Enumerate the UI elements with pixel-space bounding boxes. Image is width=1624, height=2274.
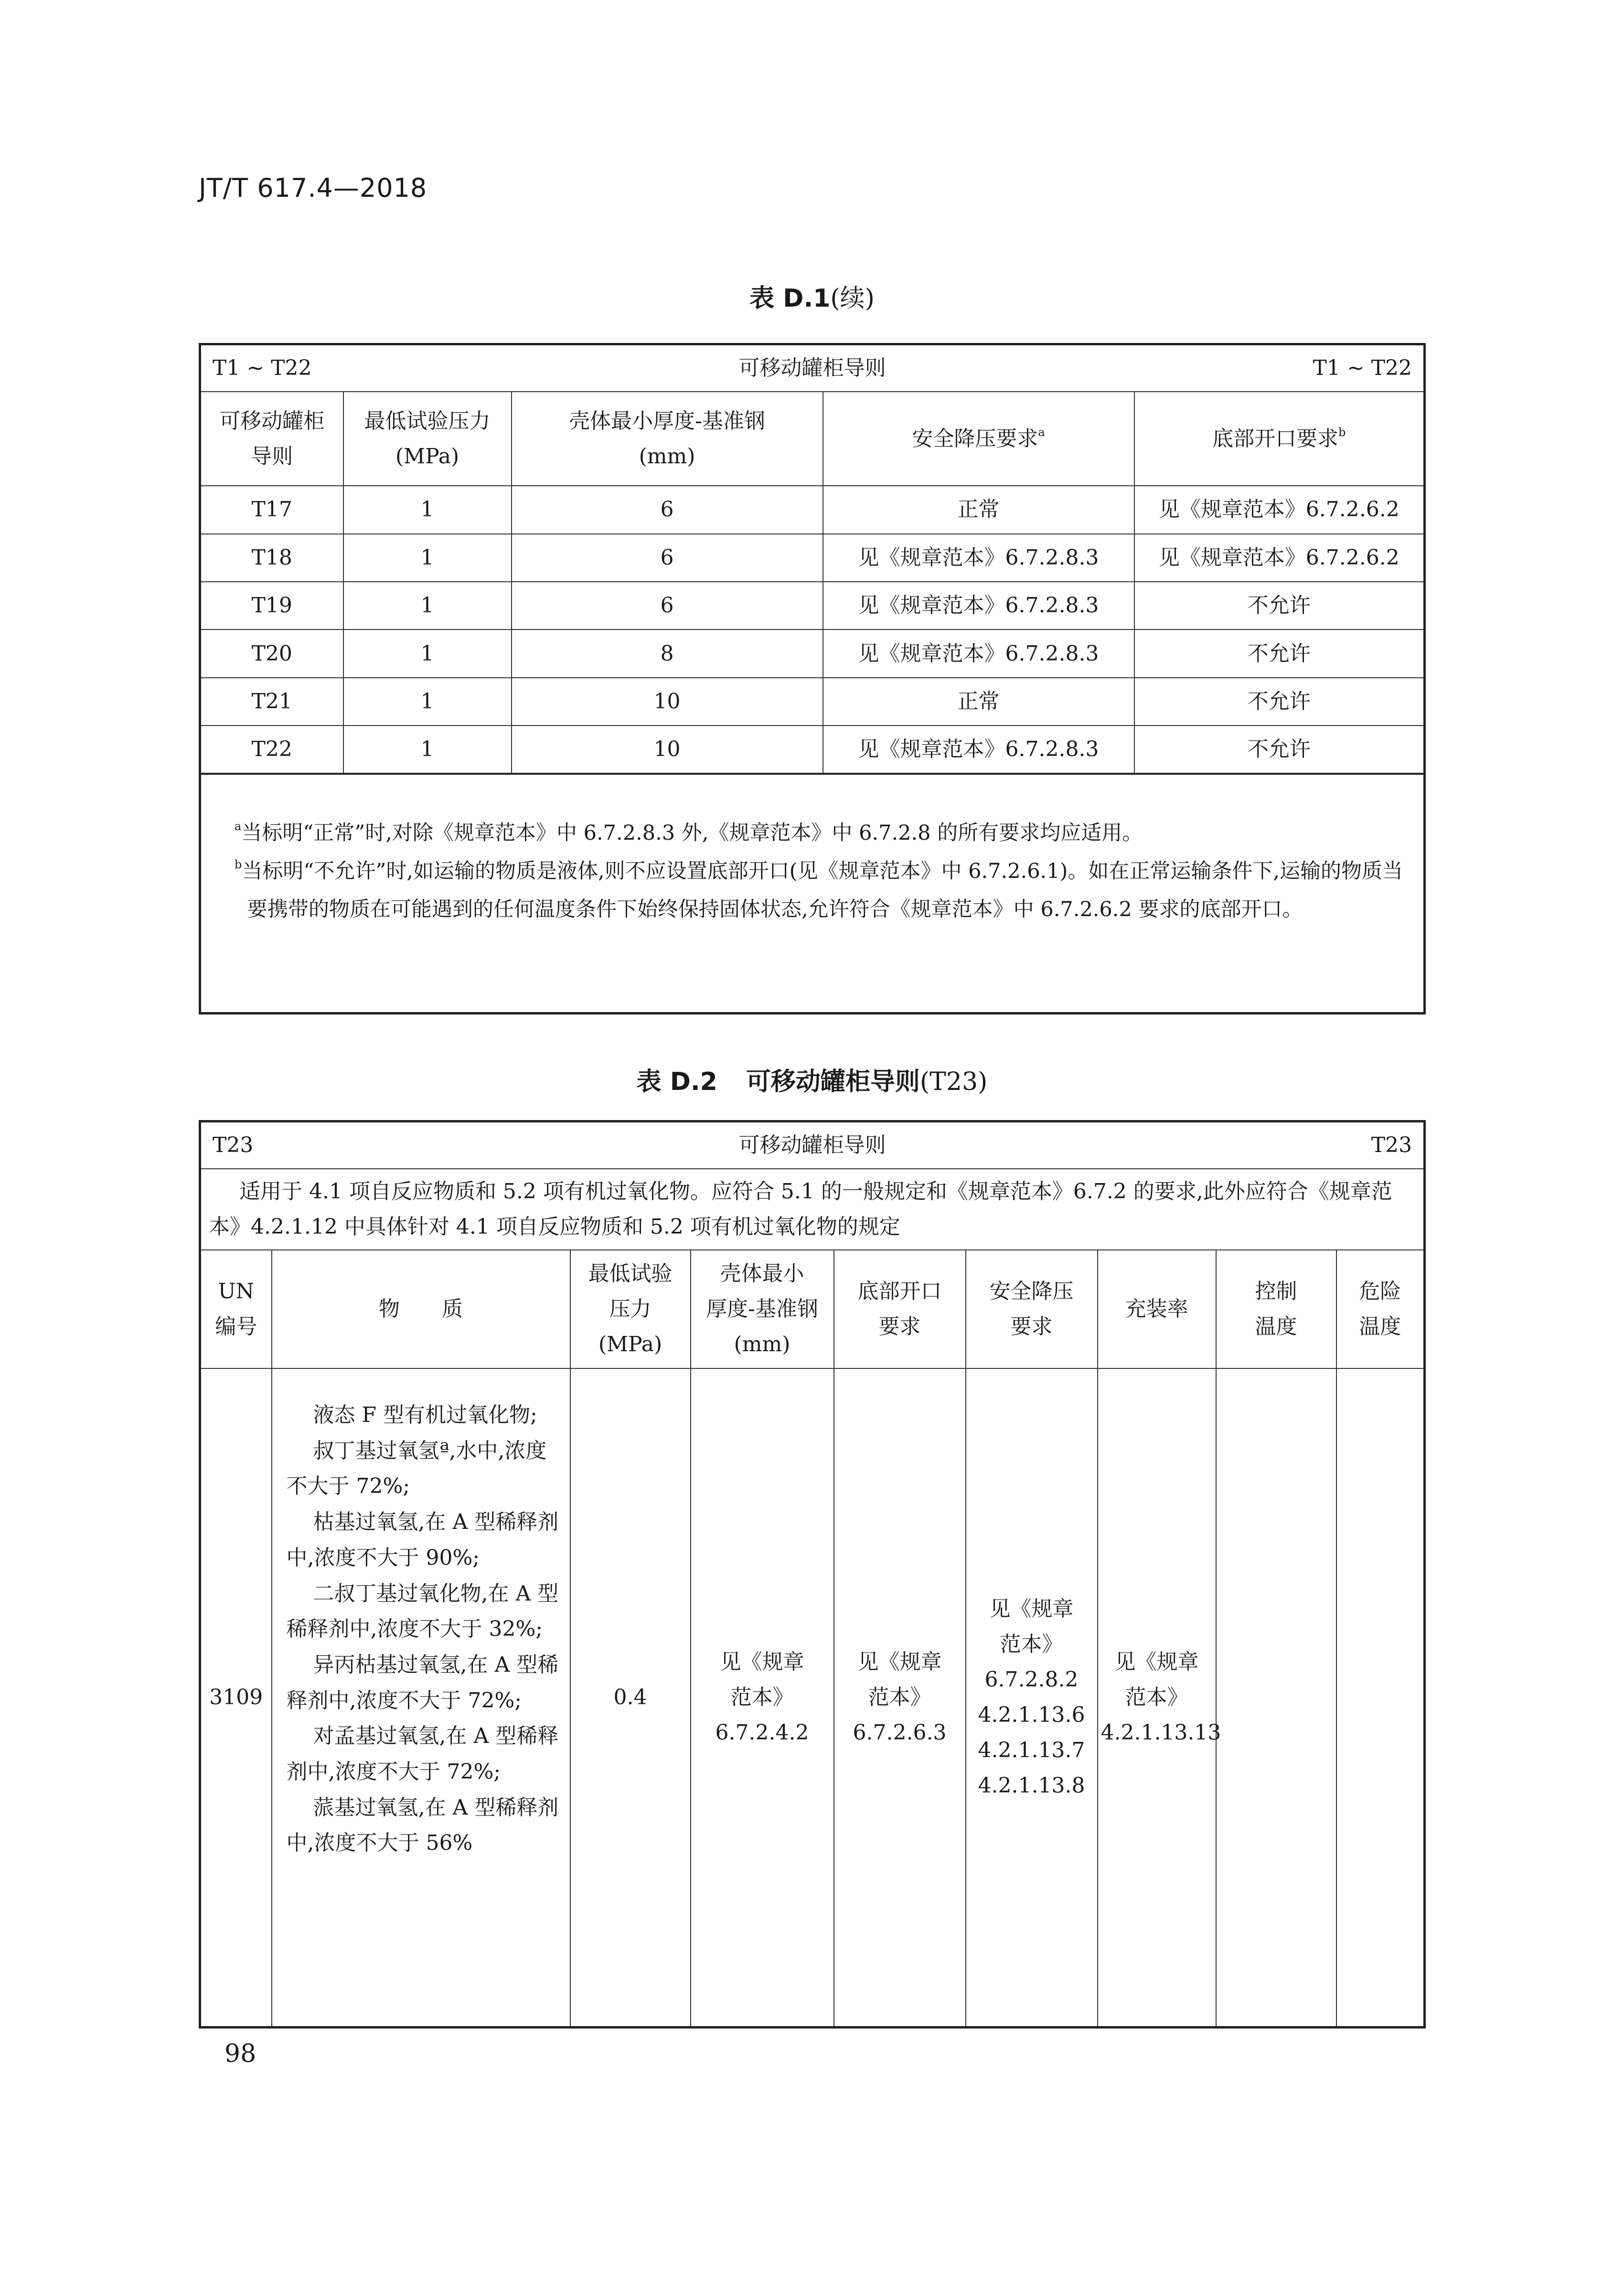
control-temperature — [1216, 1368, 1336, 2028]
table-d2-title: 可移动罐柜导则 — [746, 1068, 920, 1096]
table-d2-intro-row — [200, 1169, 1425, 1250]
table-d1 — [199, 343, 1426, 1014]
danger-temperature — [1336, 1368, 1425, 2028]
un-number: 3109 — [200, 1368, 272, 2028]
table-d1-title-row — [200, 344, 1425, 392]
table-d2-caption — [0, 1061, 1624, 1097]
table-d1-footnotes — [200, 774, 1425, 1014]
table-d2-suffix: (T23) — [919, 1068, 988, 1096]
bottom-opening-ref: 见《规章 范本》 6.7.2.6.3 — [834, 1368, 966, 2028]
col-header-shell-thickness: 壳体最小 厚度-基准钢 (mm) — [691, 1250, 834, 1368]
col-header-shell-thickness: 壳体最小厚度-基准钢 (mm) — [512, 392, 823, 486]
col-header-bottom-opening: 底部开口要求$^b$ — [1134, 392, 1425, 486]
footnote-b: $^b$当标明“不允许”时,如运输的物质是液体,则不应设置底部开口(见《规章范本》中 6.7.2.6.1)。如在正常运输条件下,运输的物质当要携带的物质在可能遇到的任何温度条件下始终保持固体状态,允许符合《规章范本》中 6.7.2.6.2 要求的底部开口。 — [235, 857, 1403, 921]
table-d2-code-right: T23 — [1371, 1133, 1412, 1157]
table-d2 — [199, 1120, 1426, 2028]
table-d2-column-headers — [200, 1250, 1425, 1368]
table-d2-heading: 可移动罐柜导则 — [738, 1133, 886, 1157]
col-header-pressure-relief: 安全降压要求$^a$ — [823, 392, 1134, 486]
col-header-un-number: UN 编号 — [200, 1250, 272, 1368]
table-d2-title-row — [200, 1121, 1425, 1169]
table-row: T18 1 6 见《规章范本》6.7.2.8.3 见《规章范本》6.7.2.6.2 — [200, 534, 1425, 582]
col-header-substance: 物 质 — [272, 1250, 570, 1368]
col-header-danger-temp: 危险 温度 — [1336, 1250, 1425, 1368]
col-header-tank-guide: 可移动罐柜 导则 — [200, 392, 343, 486]
table-d1-range-left: T1 ~ T22 — [213, 356, 312, 381]
table-row: T20 1 8 见《规章范本》6.7.2.8.3 不允许 — [200, 630, 1425, 677]
table-row: T22 1 10 见《规章范本》6.7.2.8.3 不允许 — [200, 726, 1425, 773]
table-row: T21 1 10 正常 不允许 — [200, 678, 1425, 726]
footnote-mark-a: a — [1038, 425, 1045, 439]
table-row — [200, 1368, 1425, 2028]
document-id: JT/T 617.4—2018 — [199, 173, 427, 203]
table-d2-intro: 适用于 4.1 项自反应物质和 5.2 项有机过氧化物。应符合 5.1 的一般规定和《规章范本》6.7.2 的要求,此外应符合《规章范本》4.2.1.12 中具体针对 4.1 项自反应物质和 5.2 项有机过氧化物的规定 — [200, 1169, 1425, 1250]
table-d1-number: 表 D.1 — [749, 284, 831, 313]
pressure-relief-ref: 见《规章 范本》 6.7.2.8.2 4.2.1.13.6 4.2.1.13.7 4.2.1.13.8 — [966, 1368, 1098, 2028]
table-row: T17 1 6 正常 见《规章范本》6.7.2.6.2 — [200, 486, 1425, 534]
col-header-bottom-opening: 底部开口 要求 — [834, 1250, 966, 1368]
col-header-min-pressure: 最低试验 压力 (MPa) — [570, 1250, 691, 1368]
filling-ratio-ref: 见《规章 范本》 4.2.1.13.13 — [1098, 1368, 1216, 2028]
shell-thickness-ref: 见《规章 范本》 6.7.2.4.2 — [691, 1368, 834, 2028]
footnote-a: $^a$当标明“正常”时,对除《规章范本》中 6.7.2.8.3 外,《规章范本》中 6.7.2.8 的所有要求均应适用。 — [235, 819, 1143, 845]
table-d1-caption — [0, 278, 1624, 314]
table-row: T19 1 6 见《规章范本》6.7.2.8.3 不允许 — [200, 582, 1425, 630]
substance-list: 液态 F 型有机过氧化物; 叔丁基过氧氢ª,水中,浓度不大于 72%; 枯基过氧氢,在 A 型稀释剂中,浓度不大于 90%; 二叔丁基过氧化物,在 A 型稀释剂中,浓度不大于 32%; 异丙枯基过氧氢,在 A 型稀释剂中,浓度不大于 72%; 对孟基过氧氢,在 A 型稀释剂中,浓度不大于 72%; 蒎基过氧氢,在 A 型稀释剂中,浓度不大于 56% — [272, 1368, 570, 2028]
table-d2-number: 表 D.2 — [636, 1068, 717, 1096]
footnote-mark-b: b — [1338, 425, 1346, 439]
min-test-pressure: 0.4 — [570, 1368, 691, 2028]
table-d1-notes-row — [200, 774, 1425, 1014]
page-number: 98 — [224, 2039, 256, 2068]
col-header-filling-ratio: 充装率 — [1098, 1250, 1216, 1368]
table-d1-suffix: (续) — [830, 284, 875, 313]
table-d1-range-right: T1 ~ T22 — [1313, 356, 1412, 381]
col-header-test-pressure: 最低试验压力 (MPa) — [343, 392, 512, 486]
col-header-control-temp: 控制 温度 — [1216, 1250, 1336, 1368]
table-d1-title: 可移动罐柜导则 — [738, 356, 886, 381]
table-d1-column-headers — [200, 392, 1425, 486]
table-d2-code-left: T23 — [213, 1133, 254, 1157]
col-header-pressure-relief: 安全降压 要求 — [966, 1250, 1098, 1368]
